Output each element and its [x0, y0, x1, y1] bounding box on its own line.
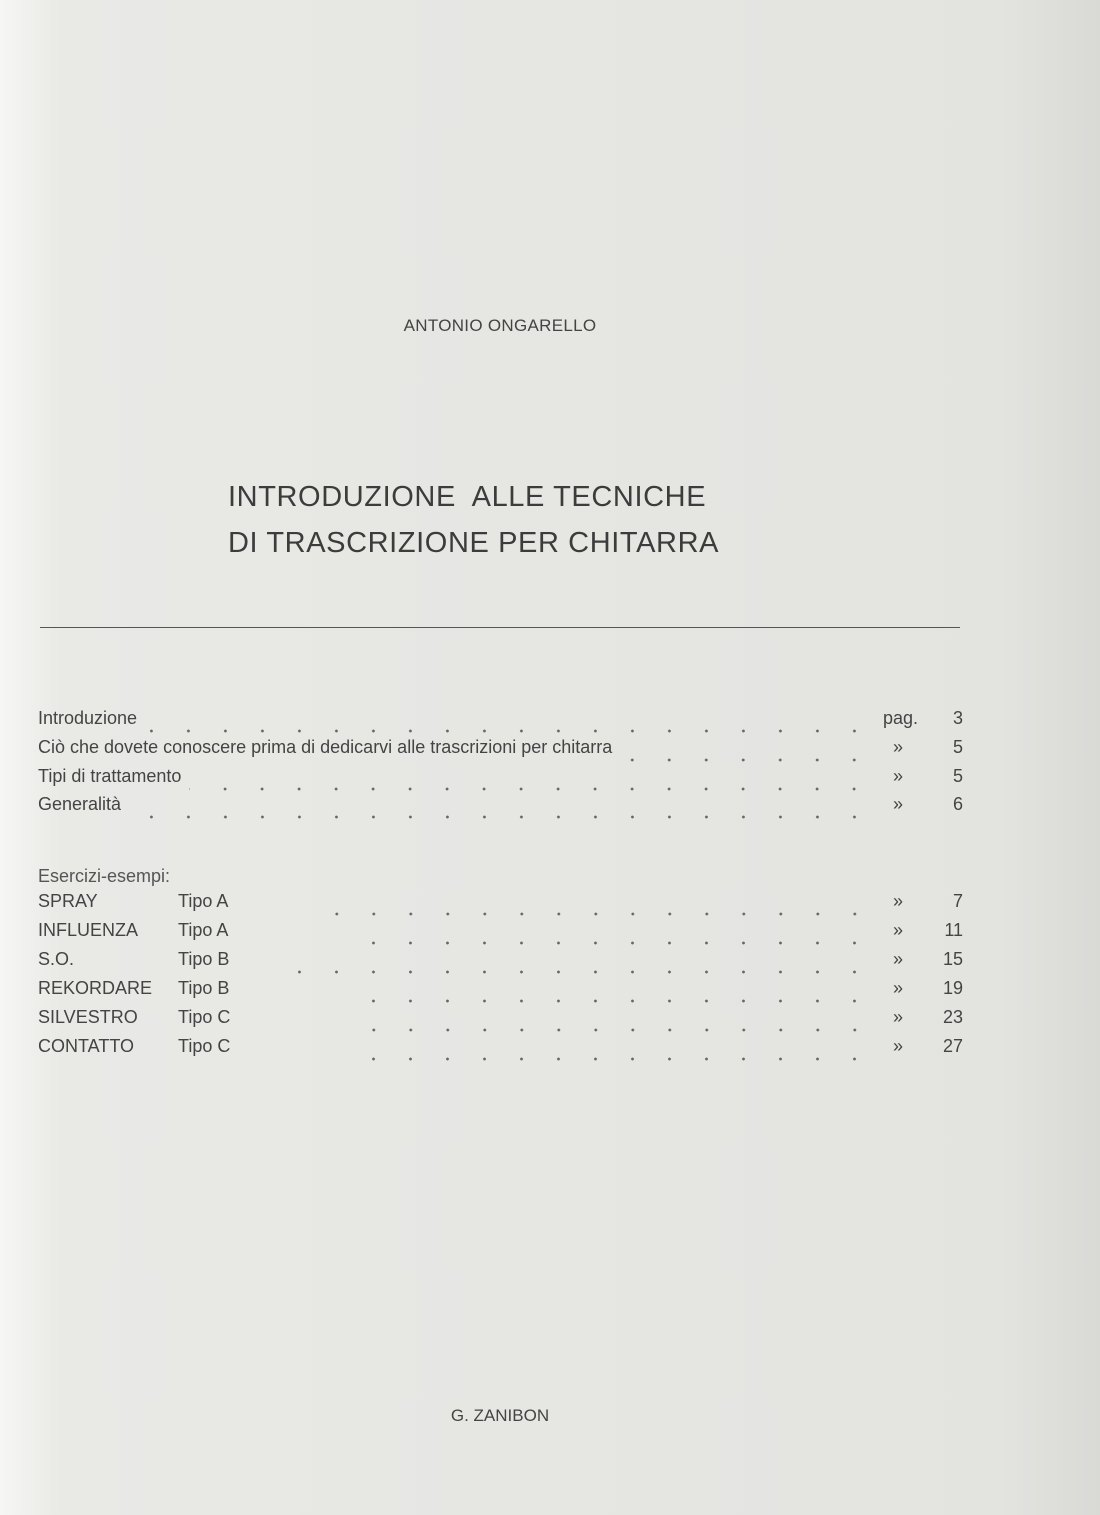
- dot-leader: [349, 1044, 875, 1064]
- exercise-type: Tipo C: [178, 1007, 231, 1027]
- toc-label: Ciò che dovete conoscere prima di dedicarvi alle trascrizioni per chitarra: [38, 737, 613, 757]
- toc-marker: »: [893, 949, 904, 969]
- dot-leader: [129, 802, 875, 822]
- toc-marker: pag.: [883, 708, 919, 728]
- dot-leader: [145, 716, 875, 736]
- toc-marker: »: [893, 737, 904, 757]
- toc-label: Tipi di trattamento: [38, 766, 182, 786]
- horizontal-rule: [40, 627, 960, 628]
- exercise-page: 27: [942, 1036, 963, 1056]
- exercise-entry: [38, 949, 963, 977]
- author-name: ANTONIO ONGARELLO: [403, 316, 597, 335]
- exercise-page: 7: [952, 891, 963, 911]
- toc-entry: [38, 766, 963, 794]
- exercise-type: Tipo A: [178, 920, 229, 940]
- exercise-name: REKORDARE: [38, 978, 153, 998]
- toc-marker: »: [893, 766, 904, 786]
- toc-marker: »: [893, 1036, 904, 1056]
- exercise-type: Tipo C: [178, 1036, 231, 1056]
- exercise-name: S.O.: [38, 949, 75, 969]
- toc-marker: »: [893, 794, 904, 814]
- exercise-name: INFLUENZA: [38, 920, 139, 940]
- exercise-entry: [38, 978, 963, 1006]
- exercise-entry: [38, 891, 963, 919]
- exercise-type: Tipo A: [178, 891, 229, 911]
- toc-marker: »: [893, 1007, 904, 1027]
- dot-leader: [313, 899, 875, 919]
- exercise-page: 19: [942, 978, 963, 998]
- dot-leader: [620, 745, 875, 765]
- toc-label: Generalità: [38, 794, 122, 814]
- exercise-entry: [38, 920, 963, 948]
- toc-page: 5: [952, 766, 963, 786]
- toc-marker: »: [893, 920, 904, 940]
- toc-page: 3: [952, 708, 963, 728]
- toc-marker: »: [893, 978, 904, 998]
- exercise-entry: [38, 1036, 963, 1064]
- toc-entry: [38, 794, 963, 822]
- toc-label: Introduzione: [38, 708, 138, 728]
- toc-marker: »: [893, 891, 904, 911]
- book-title: [228, 474, 719, 566]
- dot-leader: [189, 774, 875, 794]
- dot-leader: [353, 928, 875, 948]
- title-line-2: DI TRASCRIZIONE PER CHITARRA: [228, 527, 720, 559]
- exercise-page: 15: [942, 949, 963, 969]
- exercise-page: 11: [944, 920, 963, 940]
- dot-leader: [367, 986, 875, 1006]
- title-line-1: INTRODUZIONE ALLE TECNICHE: [228, 481, 707, 513]
- exercise-name: SILVESTRO: [38, 1007, 138, 1027]
- exercise-type: Tipo B: [178, 978, 230, 998]
- dot-leader: [353, 1015, 875, 1035]
- toc-entry: [38, 737, 963, 765]
- toc-page: 5: [952, 737, 963, 757]
- exercise-entry: [38, 1007, 963, 1035]
- exercise-type: Tipo B: [178, 949, 230, 969]
- toc-entry: [38, 708, 963, 736]
- exercise-name: SPRAY: [38, 891, 98, 911]
- dot-leader: [289, 957, 875, 977]
- toc-page: 6: [952, 794, 963, 814]
- exercise-page: 23: [942, 1007, 963, 1027]
- exercises-heading: Esercizi-esempi:: [38, 866, 171, 886]
- publisher-name: G. ZANIBON: [450, 1406, 550, 1425]
- exercise-name: CONTATTO: [38, 1036, 134, 1056]
